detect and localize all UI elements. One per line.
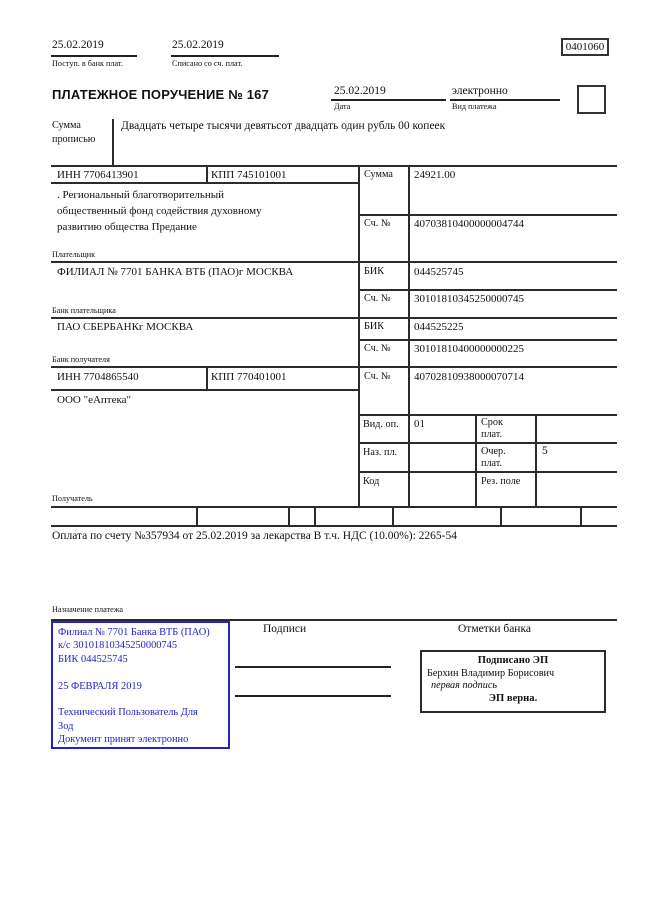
doc-date-underline (331, 99, 446, 101)
purpose-caption: Назначение платежа (52, 605, 124, 614)
sum-value: 24921.00 (414, 169, 456, 181)
reserve-field-label: Рез. поле (481, 476, 521, 487)
payee-bank-bik-value: 044525225 (414, 321, 464, 333)
purpose-code-label: Наз. пл. (363, 447, 398, 458)
esign-verified: ЭП верна. (488, 693, 538, 704)
amount-words-divider (112, 119, 114, 166)
op-kind-value: 01 (414, 418, 425, 430)
table-line (359, 471, 617, 473)
form-code-box: 0401060 (561, 38, 609, 56)
payer-bank-bik-value: 044525745 (414, 266, 464, 278)
table-line (358, 165, 360, 508)
sum-label: Сумма (364, 169, 393, 180)
table-line (206, 165, 208, 184)
payee-account-value: 40702810938000070714 (414, 371, 524, 383)
payment-kind-caption: Вид платежа (452, 102, 497, 111)
payment-kind-underline (450, 99, 560, 101)
strip-divider (314, 506, 316, 526)
status-checkbox (577, 85, 606, 114)
table-line (359, 339, 617, 341)
strip-divider (196, 506, 198, 526)
op-kind-label: Вид. оп. (363, 419, 399, 430)
payee-account-label: Сч. № (364, 371, 391, 382)
signature-line (235, 666, 391, 668)
payer-bank-name: ФИЛИАЛ № 7701 БАНКА ВТБ (ПАО)г МОСКВА (57, 266, 294, 278)
priority-label: Очер. плат. (481, 446, 506, 469)
payer-kpp: КПП 745101001 (211, 169, 287, 181)
table-line (51, 165, 617, 167)
bank-marks-heading: Отметки банка (458, 623, 531, 635)
payee-bank-caption: Банк получателя (52, 355, 110, 364)
payee-inn: ИНН 7704865540 (57, 371, 139, 383)
table-line (359, 414, 617, 416)
payee-kpp: КПП 770401001 (211, 371, 287, 383)
strip-divider (500, 506, 502, 526)
payment-kind: электронно (452, 85, 508, 97)
payee-caption: Получатель (52, 494, 93, 503)
payment-purpose: Оплата по счету №357934 от 25.02.2019 за лекарства В т.ч. НДС (10.00%): 2265-54 (52, 530, 458, 542)
amount-in-words: Двадцать четыре тысячи девятьсот двадцать один рубль 00 копеек (121, 120, 446, 132)
received-date: 25.02.2019 (52, 39, 104, 51)
strip-divider (288, 506, 290, 526)
strip-divider (580, 506, 582, 526)
due-date-label: Срок плат. (481, 417, 503, 440)
table-line (51, 366, 617, 368)
table-line (51, 506, 617, 508)
strip-divider (392, 506, 394, 526)
payer-bank-account-label: Сч. № (364, 293, 391, 304)
payer-bank-caption: Банк плательщика (52, 306, 116, 315)
bank-stamp: Филиал № 7701 Банка ВТБ (ПАО) к/с 30101810345250000745 БИК 044525745 25 ФЕВРАЛЯ 2019 Технический Пользователь Для Зод Документ принят электронно (51, 621, 230, 749)
payer-account-value: 40703810400000004744 (414, 218, 524, 230)
received-date-caption: Поступ. в банк плат. (52, 59, 123, 68)
payee-bank-account-value: 30101810400000000225 (414, 343, 524, 355)
payee-name: ООО "еАптека" (57, 394, 132, 406)
table-line (475, 414, 477, 508)
table-line (359, 214, 617, 216)
debited-date-underline (171, 55, 279, 57)
payer-bank-bik-label: БИК (364, 266, 385, 277)
payer-caption: Плательщик (52, 250, 96, 259)
debited-date-caption: Списано со сч. плат. (172, 59, 243, 68)
payee-bank-account-label: Сч. № (364, 343, 391, 354)
esign-name: Берхин Владимир Борисович (427, 668, 555, 679)
debited-date: 25.02.2019 (172, 39, 224, 51)
signature-line (235, 695, 391, 697)
table-line (535, 414, 537, 508)
payee-bank-name: ПАО СБЕРБАНКг МОСКВА (57, 321, 194, 333)
esign-note: первая подпись (431, 680, 497, 691)
esign-title: Подписано ЭП (477, 655, 549, 666)
signatures-heading: Подписи (263, 623, 307, 635)
amount-words-label-1: Сумма (52, 120, 81, 131)
payee-bank-bik-label: БИК (364, 321, 385, 332)
table-line (206, 366, 208, 391)
payer-inn: ИНН 7706413901 (57, 169, 139, 181)
amount-words-label-2: прописью (52, 134, 96, 145)
doc-date-caption: Дата (334, 102, 351, 111)
priority-value: 5 (542, 445, 548, 457)
doc-date: 25.02.2019 (334, 85, 386, 97)
table-line (359, 289, 617, 291)
table-line (51, 525, 617, 527)
table-line (408, 165, 410, 508)
doc-title: ПЛАТЕЖНОЕ ПОРУЧЕНИЕ № 167 (52, 87, 270, 102)
table-line (51, 317, 617, 319)
esign-stamp (420, 650, 606, 713)
code-label: Код (363, 476, 380, 487)
table-line (359, 442, 617, 444)
payer-bank-account-value: 30101810345250000745 (414, 293, 524, 305)
table-line (51, 261, 617, 263)
payer-name: . Региональный благотворительный общественный фонд содействия духовному развитию общества Предание (57, 189, 262, 233)
received-date-underline (51, 55, 137, 57)
payer-account-label: Сч. № (364, 218, 391, 229)
